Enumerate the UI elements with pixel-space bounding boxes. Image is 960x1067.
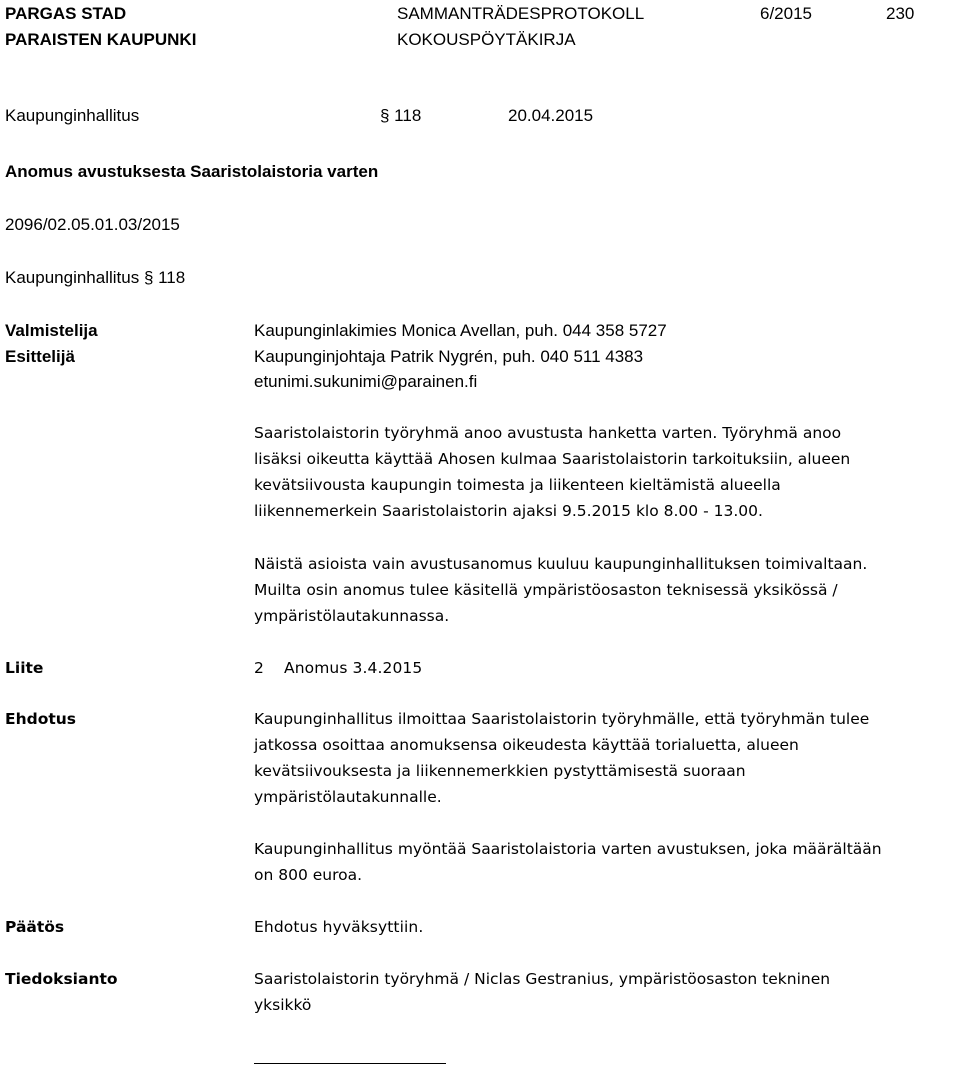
doc-type-finnish: KOKOUSPÖYTÄKIRJA (397, 30, 576, 49)
text-line: on 800 euroa. (254, 866, 363, 884)
text-line: Kaupunginhallitus myöntää Saaristolaistoria varten avustuksen, joka määrältään (254, 840, 882, 858)
text-line: Kaupunginhallitus ilmoittaa Saaristolaistorin työryhmälle, että työryhmän tulee (254, 710, 870, 728)
section-number: § 118 (380, 106, 422, 125)
text-line: Muilta osin anomus tulee käsitellä ympäristöosaston teknisessä yksikössä / (254, 581, 838, 599)
signature-line (254, 1063, 446, 1064)
doc-type-swedish: SAMMANTRÄDESPROTOKOLL (397, 4, 645, 23)
preparer-value: Kaupunginlakimies Monica Avellan, puh. 044 358 5727 (254, 321, 667, 340)
proposal-paragraph-2 (254, 836, 882, 888)
text-line: ympäristölautakunnassa. (254, 607, 450, 625)
text-line: Saaristolaistorin työryhmä / Niclas Gestranius, ympäristöosaston tekninen (254, 970, 831, 988)
preparer-label: Valmistelija (5, 321, 98, 340)
protocol-number: 6/2015 (760, 4, 812, 23)
meeting-date: 20.04.2015 (508, 106, 594, 125)
text-line: Näistä asioista vain avustusanomus kuuluu kaupunginhallituksen toimivaltaan. (254, 555, 868, 573)
text-line: Saaristolaistorin työryhmä anoo avustusta hanketta varten. Työryhmä anoo (254, 424, 842, 442)
text-line: yksikkö (254, 996, 312, 1014)
proposal-label: Ehdotus (5, 710, 77, 728)
decision-text: Ehdotus hyväksyttiin. (254, 918, 424, 936)
org-name-swedish: PARGAS STAD (5, 4, 127, 23)
presenter-value: Kaupunginjohtaja Patrik Nygrén, puh. 040 511 4383 (254, 347, 644, 366)
presenter-label: Esittelijä (5, 347, 75, 366)
text-line: kevätsiivouksesta ja liikennemerkkien pystyttämisestä suoraan (254, 762, 746, 780)
description-paragraph-1 (254, 420, 850, 524)
previous-handling: Kaupunginhallitus § 118 (5, 268, 186, 287)
attachment-number: 2 (254, 659, 264, 677)
org-name-finnish: PARAISTEN KAUPUNKI (5, 30, 197, 49)
notification-text (254, 966, 830, 1018)
reference-number: 2096/02.05.01.03/2015 (5, 215, 180, 234)
description-paragraph-2 (254, 551, 867, 629)
attachment-label: Liite (5, 659, 44, 677)
proposal-paragraph-1 (254, 706, 869, 810)
text-line: ympäristölautakunnalle. (254, 788, 442, 806)
text-line: kevätsiivousta kaupungin toimesta ja liikenteen kieltämistä alueella (254, 476, 781, 494)
text-line: lisäksi oikeutta käyttää Ahosen kulmaa Saaristolaistorin tarkoituksiin, alueen (254, 450, 851, 468)
page-number: 230 (886, 4, 915, 23)
meeting-body: Kaupunginhallitus (5, 106, 140, 125)
decision-label: Päätös (5, 918, 65, 936)
text-line: jatkossa osoittaa anomuksensa oikeudesta käyttää torialuetta, alueen (254, 736, 799, 754)
notification-label: Tiedoksianto (5, 970, 118, 988)
presenter-email: etunimi.sukunimi@parainen.fi (254, 372, 478, 391)
attachment-text: Anomus 3.4.2015 (284, 659, 423, 677)
text-line: liikennemerkein Saaristolaistorin ajaksi 9.5.2015 klo 8.00 - 13.00. (254, 502, 763, 520)
subject-title: Anomus avustuksesta Saaristolaistoria varten (5, 162, 379, 181)
